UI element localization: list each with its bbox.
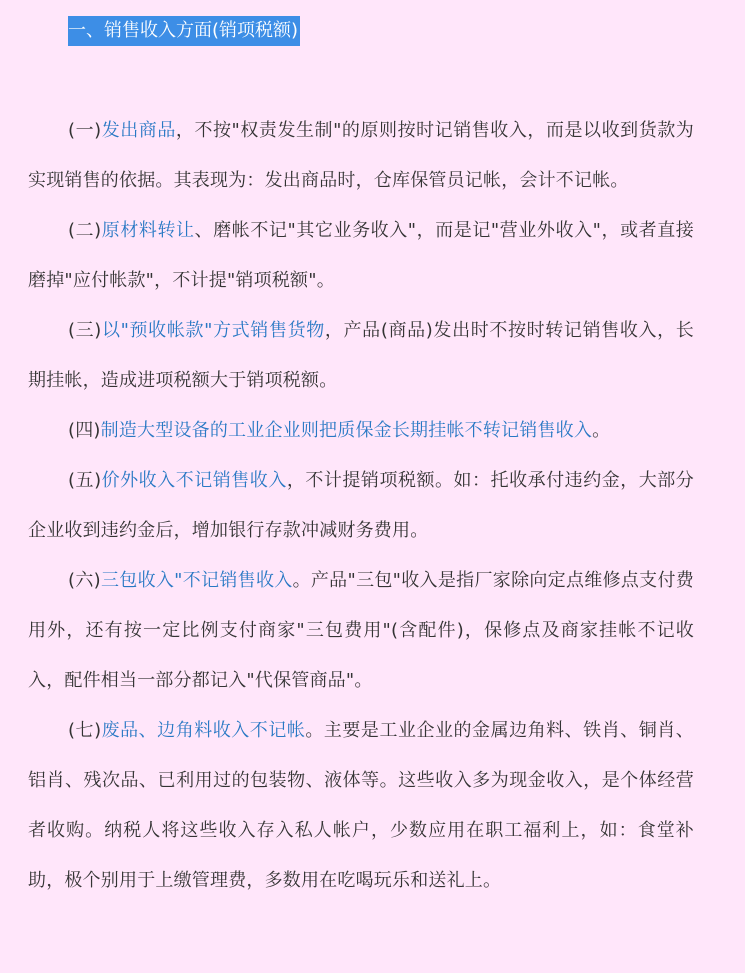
- paragraph-4-number: (四): [68, 420, 101, 441]
- paragraph-3-highlight: 以"预收帐款"方式销售货物: [101, 320, 325, 341]
- paragraph-1: [28, 106, 694, 206]
- paragraph-7: [28, 706, 694, 906]
- paragraph-4-text: 。: [592, 420, 611, 441]
- paragraph-7-number: (七): [68, 720, 102, 741]
- paragraph-5-number: (五): [68, 470, 102, 491]
- paragraph-4-highlight: 制造大型设备的工业企业则把质保金长期挂帐不转记销售收入: [100, 420, 593, 441]
- paragraph-3-text: ，产品(商品)发出时不按时转记销售收入，长期挂帐，造成进项税额大于销项税额。: [28, 320, 694, 391]
- section-heading: 一、销售收入方面(销项税额): [68, 16, 300, 46]
- paragraph-7-text: 。主要是工业企业的金属边角料、铁肖、铜肖、铝肖、残次品、已利用过的包装物、液体等。这些收入多为现金收入，是个体经营者收购。纳税人将这些收入存入私人帐户，少数应用在职工福利上，如：食堂补助，极个别用于上缴管理费，多数用在吃喝玩乐和送礼上。: [28, 720, 694, 891]
- article-body: [28, 106, 694, 906]
- paragraph-3-number: (三): [68, 320, 102, 341]
- paragraph-1-text: ，不按"权责发生制"的原则按时记销售收入，而是以收到货款为实现销售的依据。其表现为：发出商品时，仓库保管员记帐，会计不记帐。: [28, 120, 694, 191]
- paragraph-5-text: ，不计提销项税额。如：托收承付违约金，大部分企业收到违约金后，增加银行存款冲减财务费用。: [28, 470, 694, 541]
- paragraph-2-text: 、磨帐不记"其它业务收入"，而是记"营业外收入"，或者直接磨掉"应付帐款"，不计提"销项税额"。: [28, 220, 694, 291]
- paragraph-1-number: (一): [68, 120, 102, 141]
- paragraph-1-highlight: 发出商品: [101, 120, 176, 141]
- paragraph-6-text: 。产品"三包"收入是指厂家除向定点维修点支付费用外，还有按一定比例支付商家"三包费用"(含配件)，保修点及商家挂帐不记收入，配件相当一部分都记入"代保管商品"。: [28, 570, 694, 691]
- paragraph-6: [28, 556, 694, 706]
- paragraph-5: [28, 456, 694, 556]
- paragraph-6-highlight: 三包收入"不记销售收入: [100, 570, 293, 591]
- paragraph-7-highlight: 废品、边角料收入不记帐: [101, 720, 306, 741]
- paragraph-2-number: (二): [68, 220, 102, 241]
- paragraph-4: [28, 406, 694, 456]
- paragraph-5-highlight: 价外收入不记销售收入: [101, 470, 287, 491]
- paragraph-2: [28, 206, 694, 306]
- paragraph-2-highlight: 原材料转让: [101, 220, 195, 241]
- paragraph-6-number: (六): [68, 570, 101, 591]
- paragraph-3: [28, 306, 694, 406]
